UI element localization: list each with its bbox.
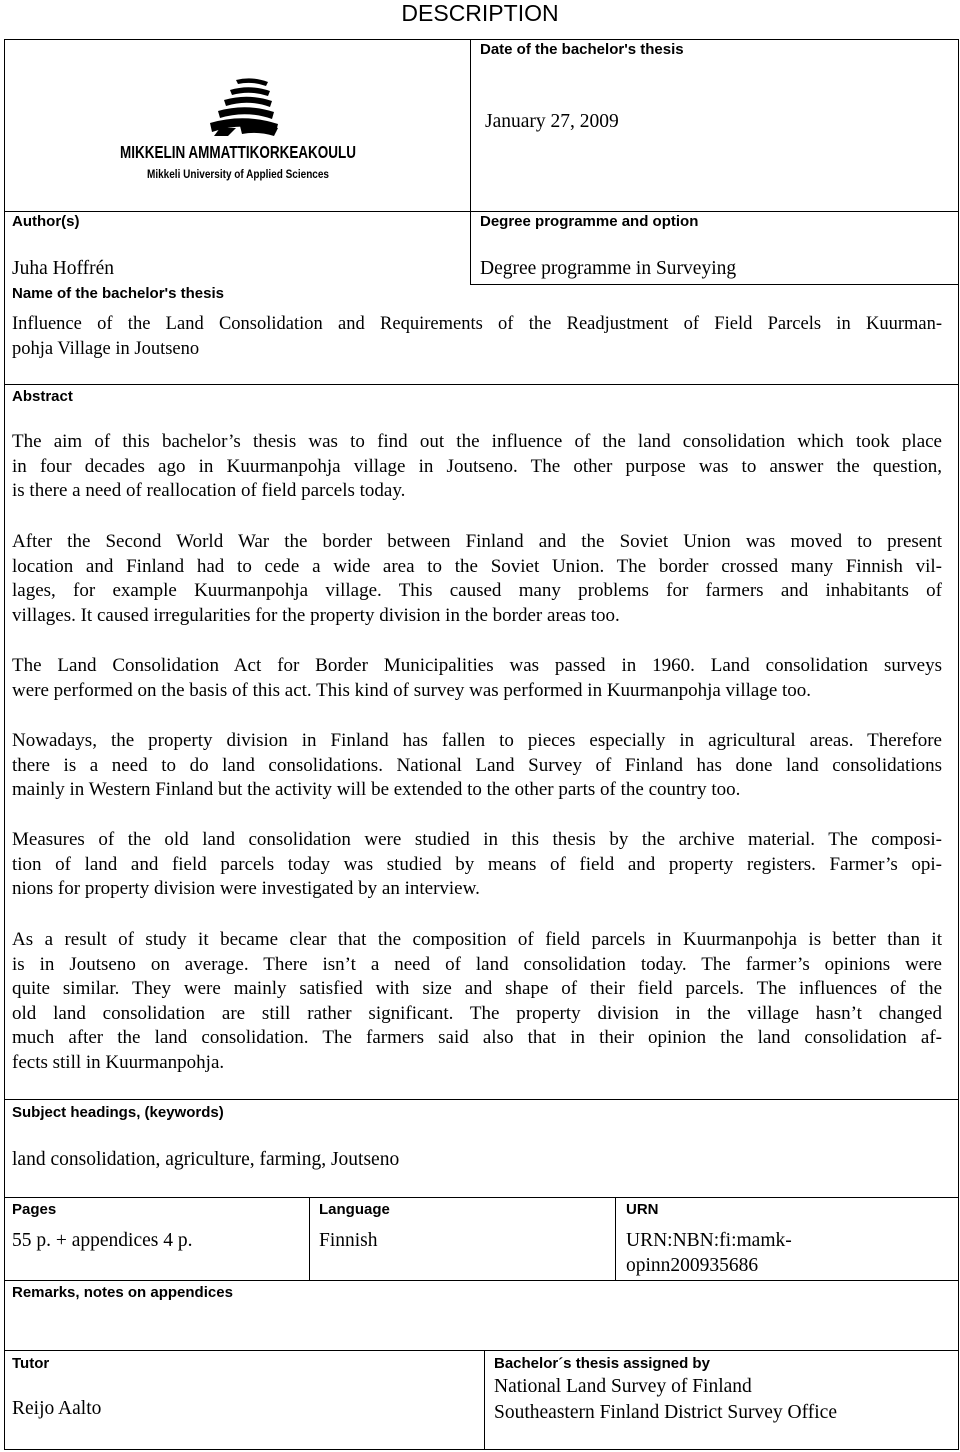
divider: [470, 39, 471, 285]
assigned-by-line: Southeastern Finland District Survey Office: [494, 1402, 837, 1423]
text-line: is in Joutseno on average. There isn’t a need of land consolidation today. The farmer’s opinions were: [12, 953, 942, 975]
text-line: in four decades ago in Kuurmanpohja village in Joutseno. The other purpose was to answer the question,: [12, 455, 942, 477]
abstract-paragraph: [12, 828, 942, 902]
divider: [484, 1350, 485, 1450]
text-line: The aim of this bachelor’s thesis was to find out the influence of the land consolidation which took place: [12, 431, 942, 452]
author-value: Juha Hoffrén: [12, 258, 114, 279]
university-logo: [118, 76, 358, 184]
logo-name: MIKKELIN AMMATTIKORKEAKOULU: [120, 142, 356, 162]
degree-value: Degree programme in Surveying: [480, 258, 737, 279]
text-line: villages. It caused irregularities for the property division in the border areas too.: [12, 604, 620, 626]
remarks-label: Remarks, notes on appendices: [12, 1284, 233, 1301]
pages-label: Pages: [12, 1201, 57, 1218]
thesis-name-line: Influence of the Land Consolidation and Requirements of the Readjustment of Field Parcels in Kuurman-: [12, 314, 942, 334]
pages-value: 55 p. + appendices 4 p.: [12, 1230, 193, 1251]
page-title: DESCRIPTION: [401, 0, 559, 26]
divider: [4, 1350, 959, 1351]
degree-label: Degree programme and option: [480, 213, 699, 230]
abstract-paragraph: [12, 430, 942, 504]
thesis-name-line: pohja Village in Joutseno: [12, 338, 200, 359]
keywords-label: Subject headings, (keywords): [12, 1104, 224, 1121]
text-line: old land consolidation are still rather significant. The property division in the village hasn’t changed: [12, 1002, 942, 1024]
text-line: quite similar. They were mainly satisfied with size and shape of their field parcels. The influences of the: [12, 978, 942, 1000]
text-line: Measures of the old land consolidation were studied in this thesis by the archive material. The composi-: [12, 829, 942, 850]
keywords-value: land consolidation, agriculture, farming, Joutseno: [12, 1149, 400, 1170]
divider: [4, 1197, 959, 1198]
divider: [4, 1099, 959, 1100]
urn-value-line: opinn200935686: [626, 1255, 759, 1276]
text-line: there is a need to do land consolidations. National Land Survey of Finland has done land consolidations: [12, 754, 942, 776]
divider: [615, 1197, 616, 1280]
text-line: lages, for example Kuurmanpohja village. This caused many problems for farmers and inhabitants of: [12, 580, 942, 602]
text-line: Nowadays, the property division in Finland has fallen to pieces especially in agricultural areas. Therefore: [12, 730, 942, 751]
text-line: As a result of study it became clear that the composition of field parcels in Kuurmanpohja is better than it: [12, 929, 942, 950]
urn-label: URN: [626, 1201, 659, 1218]
date-label: Date of the bachelor's thesis: [480, 41, 684, 58]
text-line: location and Finland had to cede a wide area to the Soviet Union. The border crossed many Finnish vil-: [12, 555, 942, 577]
divider: [309, 1197, 310, 1280]
thesis-name-label: Name of the bachelor's thesis: [12, 285, 224, 302]
text-line: After the Second World War the border between Finland and the Soviet Union was moved to present: [12, 531, 942, 552]
language-label: Language: [319, 1201, 390, 1218]
tutor-value: Reijo Aalto: [12, 1398, 102, 1419]
text-line: were performed on the basis of this act. This kind of survey was performed in Kuurmanpohja village too.: [12, 679, 812, 701]
assigned-by-label: Bachelor´s thesis assigned by: [494, 1355, 710, 1372]
abstract-paragraph: [12, 654, 942, 703]
logo-subtitle: Mikkeli University of Applied Sciences: [147, 169, 329, 181]
divider: [470, 284, 959, 285]
logo-emblem-icon: [118, 76, 358, 184]
text-line: mainly in Western Finland but the activity will be extended to the other parts of the country too.: [12, 779, 741, 801]
divider: [4, 384, 959, 385]
divider: [4, 211, 959, 212]
abstract-paragraph: [12, 928, 942, 1076]
thesis-name: [12, 312, 942, 361]
abstract-label: Abstract: [12, 388, 73, 405]
urn-value-line: URN:NBN:fi:mamk-: [626, 1230, 792, 1251]
language-value: Finnish: [319, 1230, 378, 1251]
text-line: nions for property division were investigated by an interview.: [12, 878, 480, 900]
text-line: fects still in Kuurmanpohja.: [12, 1051, 225, 1073]
divider: [4, 1280, 959, 1281]
date-value: January 27, 2009: [485, 111, 619, 132]
abstract-paragraph: [12, 729, 942, 803]
assigned-by-line: National Land Survey of Finland: [494, 1376, 752, 1397]
text-line: much after the land consolidation. The farmers said also that in their opinion the land consolidation af-: [12, 1027, 942, 1049]
text-line: tion of land and field parcels today was studied by means of field and property registers. Farmer’s opi-: [12, 853, 942, 875]
text-line: The Land Consolidation Act for Border Municipalities was passed in 1960. Land consolidation surveys: [12, 655, 942, 676]
text-line: is there a need of reallocation of field parcels today.: [12, 480, 406, 502]
abstract-paragraph: [12, 530, 942, 628]
author-label: Author(s): [12, 213, 80, 230]
tutor-label: Tutor: [12, 1355, 50, 1372]
